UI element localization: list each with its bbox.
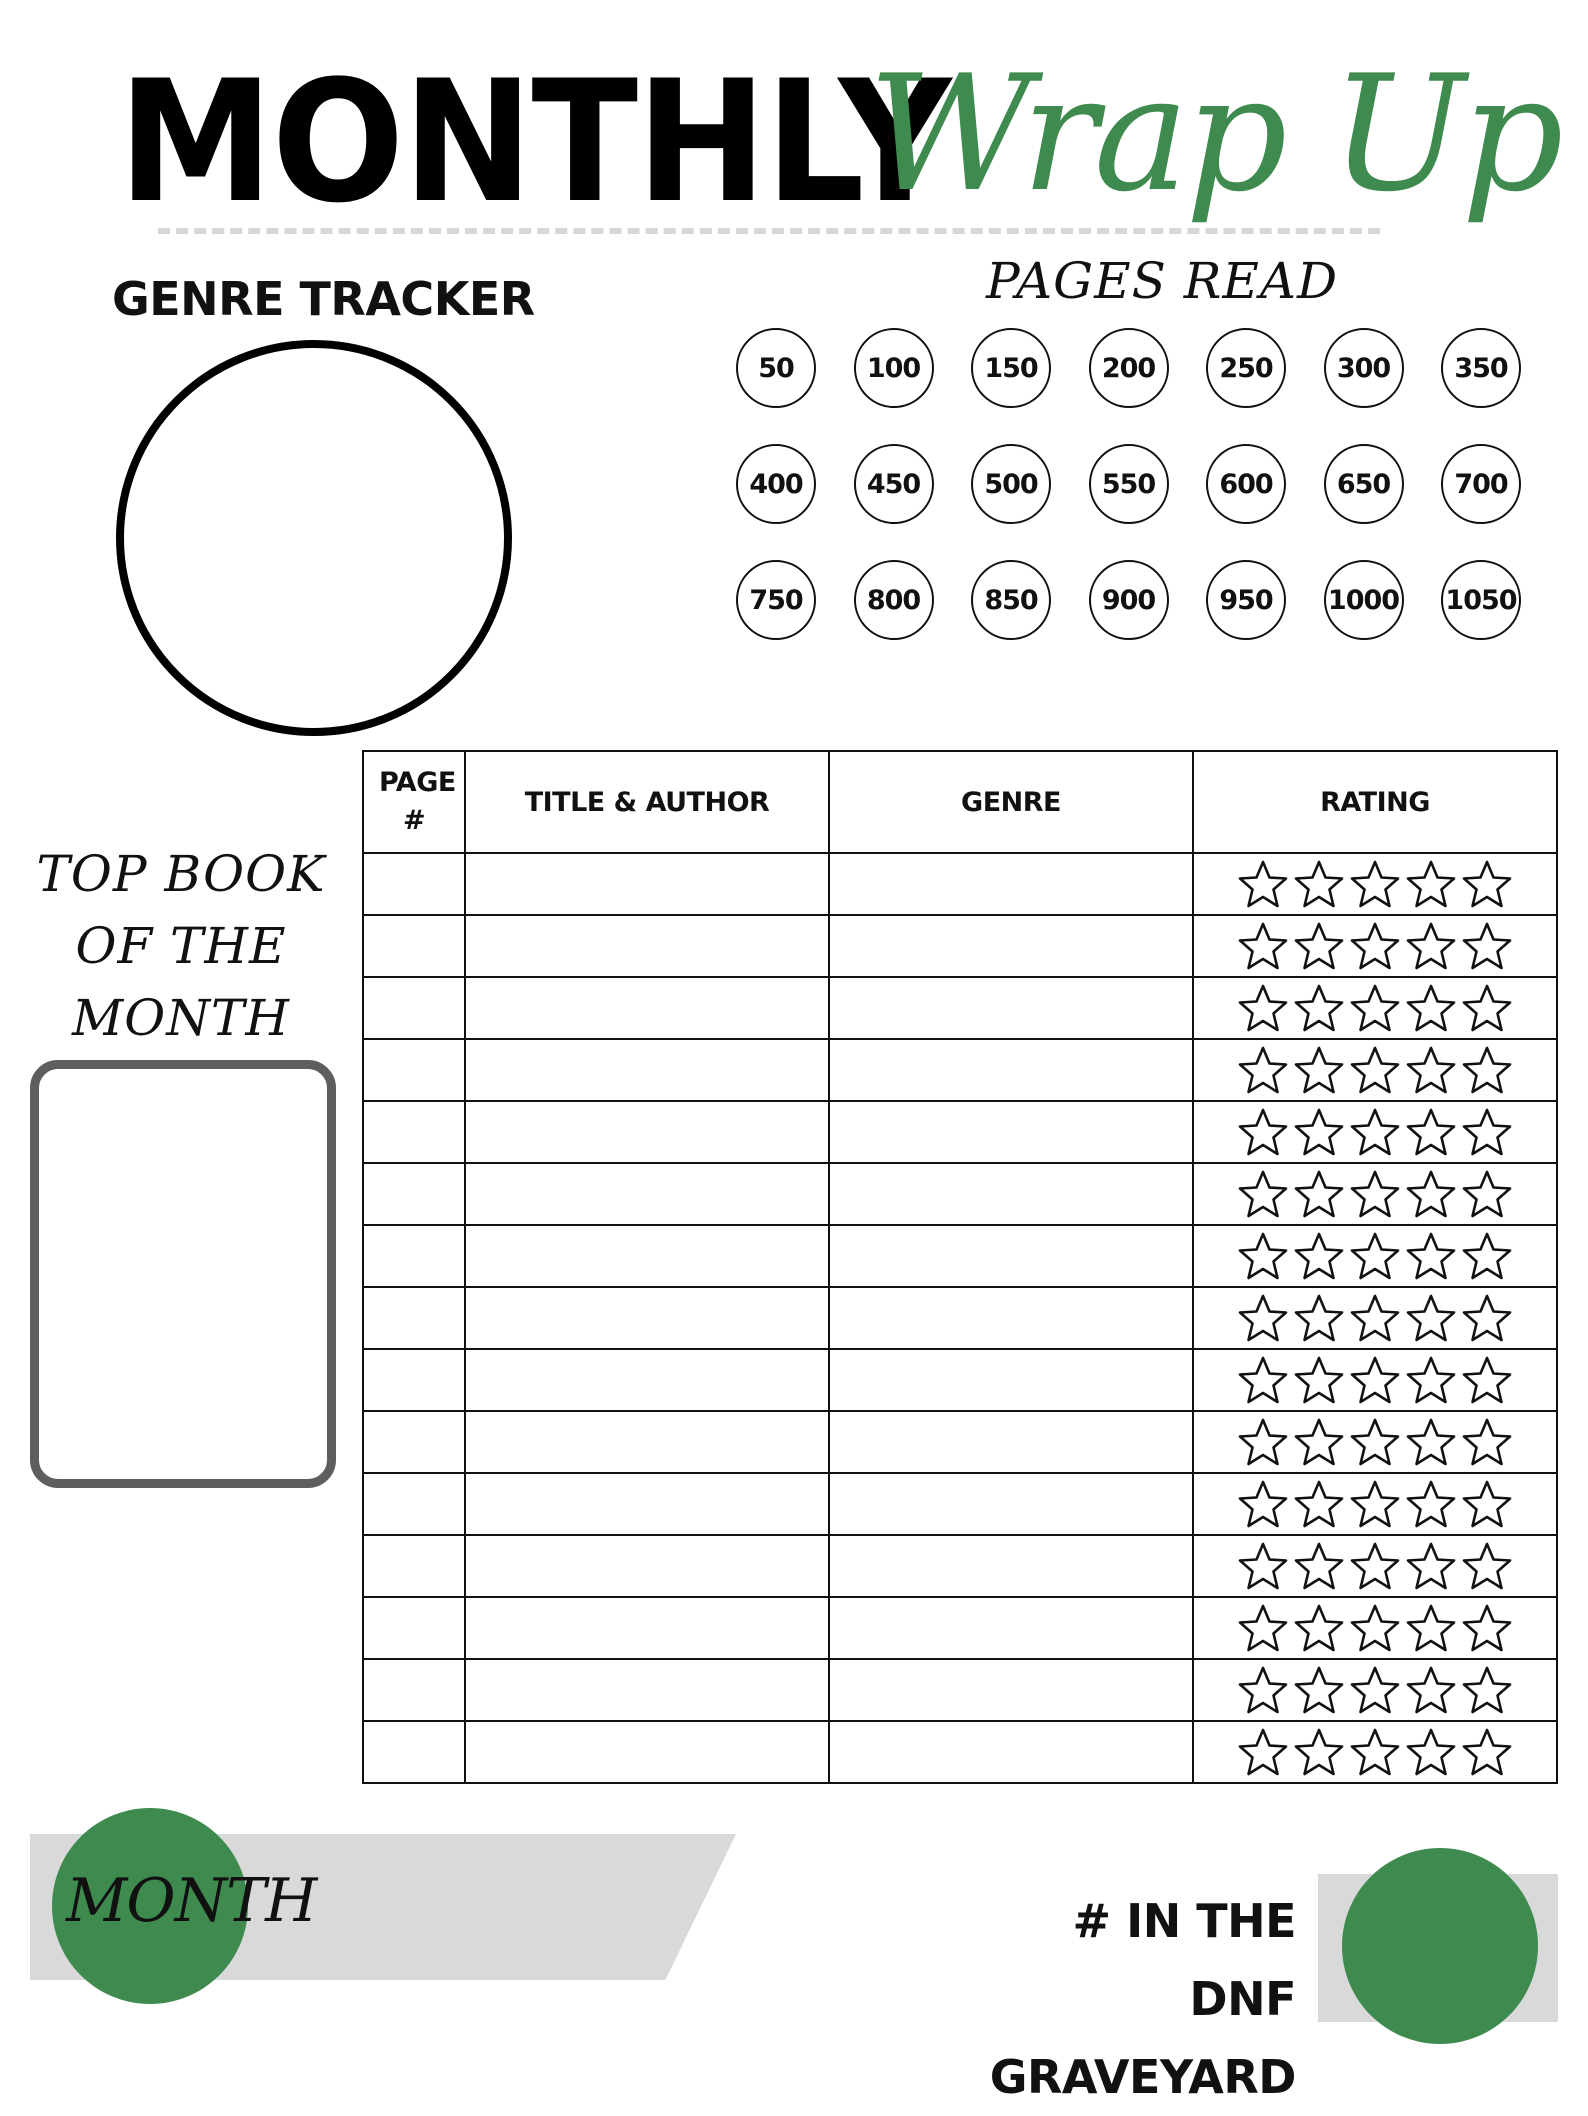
rating-cell: [1193, 1163, 1557, 1225]
star-icon[interactable]: [1405, 1603, 1457, 1653]
star-rating: [1237, 1355, 1513, 1405]
star-icon[interactable]: [1293, 1107, 1345, 1157]
rating-cell: [1193, 1659, 1557, 1721]
title-author-cell[interactable]: [465, 1659, 829, 1721]
genre-cell[interactable]: [829, 1349, 1193, 1411]
star-icon[interactable]: [1293, 1045, 1345, 1095]
genre-cell[interactable]: [829, 915, 1193, 977]
star-icon[interactable]: [1461, 1293, 1513, 1343]
table-row: [363, 1225, 1557, 1287]
star-icon[interactable]: [1293, 1727, 1345, 1777]
star-icon[interactable]: [1349, 1107, 1401, 1157]
rating-cell: [1193, 1225, 1557, 1287]
page-cell[interactable]: [363, 1597, 465, 1659]
star-icon[interactable]: [1349, 921, 1401, 971]
star-icon[interactable]: [1461, 1169, 1513, 1219]
star-icon[interactable]: [1349, 1541, 1401, 1591]
star-rating: [1237, 1293, 1513, 1343]
star-rating: [1237, 1727, 1513, 1777]
title-monthly: MONTHLY: [118, 44, 950, 240]
star-icon[interactable]: [1461, 1045, 1513, 1095]
table-row: [363, 1163, 1557, 1225]
title-author-cell[interactable]: [465, 1535, 829, 1597]
star-icon[interactable]: [1461, 921, 1513, 971]
star-rating: [1237, 1541, 1513, 1591]
star-icon[interactable]: [1405, 1479, 1457, 1529]
pages-milestone-bubble[interactable]: 850: [971, 560, 1051, 640]
title-author-cell[interactable]: [465, 1287, 829, 1349]
star-icon[interactable]: [1349, 1231, 1401, 1281]
table-row: [363, 1411, 1557, 1473]
star-rating: [1237, 859, 1513, 909]
table-row: [363, 1287, 1557, 1349]
page-cell[interactable]: [363, 1473, 465, 1535]
genre-cell[interactable]: [829, 853, 1193, 915]
star-icon[interactable]: [1461, 1727, 1513, 1777]
star-rating: [1237, 1107, 1513, 1157]
pages-milestone-bubble[interactable]: 600: [1206, 444, 1286, 524]
pages-milestone-bubble[interactable]: 450: [854, 444, 934, 524]
title-author-cell[interactable]: [465, 1163, 829, 1225]
star-icon[interactable]: [1237, 1541, 1289, 1591]
star-rating: [1237, 1417, 1513, 1467]
page-cell[interactable]: [363, 1163, 465, 1225]
genre-cell[interactable]: [829, 1721, 1193, 1783]
top-book-heading-line: MONTH: [72, 989, 290, 1047]
column-header-page: [363, 751, 465, 853]
table-row: [363, 1659, 1557, 1721]
dnf-count-circle[interactable]: [1342, 1848, 1538, 2044]
month-label: MONTH: [66, 1866, 317, 1936]
title-divider: [158, 228, 1380, 234]
title-author-cell[interactable]: [465, 915, 829, 977]
genre-tracker-circle[interactable]: [116, 340, 512, 736]
star-icon[interactable]: [1237, 1665, 1289, 1715]
star-icon[interactable]: [1237, 1727, 1289, 1777]
star-icon[interactable]: [1461, 1603, 1513, 1653]
rating-cell: [1193, 1473, 1557, 1535]
table-row: [363, 915, 1557, 977]
page-cell[interactable]: [363, 1287, 465, 1349]
star-icon[interactable]: [1293, 921, 1345, 971]
pages-milestone-bubble[interactable]: 750: [736, 560, 816, 640]
dnf-label-line: # IN THE DNF: [1072, 1894, 1296, 2026]
pages-milestone-bubble[interactable]: 1000: [1324, 560, 1404, 640]
table-body: [363, 853, 1557, 1783]
genre-cell[interactable]: [829, 1535, 1193, 1597]
star-rating: [1237, 1665, 1513, 1715]
table-row: [363, 1349, 1557, 1411]
star-icon[interactable]: [1237, 1231, 1289, 1281]
genre-cell[interactable]: [829, 1473, 1193, 1535]
star-icon[interactable]: [1293, 1293, 1345, 1343]
column-header-page-label: PAGE #: [379, 767, 456, 836]
rating-cell: [1193, 915, 1557, 977]
pages-milestone-bubble[interactable]: 550: [1089, 444, 1169, 524]
page-cell[interactable]: [363, 1535, 465, 1597]
pages-milestone-bubble[interactable]: 950: [1206, 560, 1286, 640]
table-row: [363, 1535, 1557, 1597]
genre-cell[interactable]: [829, 1163, 1193, 1225]
star-icon[interactable]: [1237, 921, 1289, 971]
column-header-genre: GENRE: [829, 751, 1193, 853]
star-icon[interactable]: [1405, 1293, 1457, 1343]
star-icon[interactable]: [1405, 1355, 1457, 1405]
star-icon[interactable]: [1405, 1169, 1457, 1219]
star-icon[interactable]: [1293, 983, 1345, 1033]
genre-cell[interactable]: [829, 1287, 1193, 1349]
pages-milestone-bubble[interactable]: 650: [1324, 444, 1404, 524]
star-icon[interactable]: [1349, 1417, 1401, 1467]
star-icon[interactable]: [1237, 1045, 1289, 1095]
rating-cell: [1193, 1349, 1557, 1411]
star-icon[interactable]: [1405, 1045, 1457, 1095]
star-icon[interactable]: [1237, 1603, 1289, 1653]
pages-milestone-bubble[interactable]: 200: [1089, 328, 1169, 408]
page-cell[interactable]: [363, 1659, 465, 1721]
star-rating: [1237, 1603, 1513, 1653]
star-icon[interactable]: [1349, 983, 1401, 1033]
table-row: [363, 853, 1557, 915]
star-icon[interactable]: [1293, 1541, 1345, 1591]
column-header-rating: RATING: [1193, 751, 1557, 853]
star-icon[interactable]: [1349, 1045, 1401, 1095]
pages-milestone-bubble[interactable]: 250: [1206, 328, 1286, 408]
star-rating: [1237, 1479, 1513, 1529]
pages-milestone-bubble[interactable]: 400: [736, 444, 816, 524]
star-icon[interactable]: [1349, 1727, 1401, 1777]
pages-milestone-bubble[interactable]: 350: [1441, 328, 1521, 408]
title-author-cell[interactable]: [465, 977, 829, 1039]
table-row: [363, 977, 1557, 1039]
dnf-label-line: GRAVEYARD: [989, 2050, 1296, 2104]
rating-cell: [1193, 1039, 1557, 1101]
star-icon[interactable]: [1293, 1603, 1345, 1653]
page-cell[interactable]: [363, 853, 465, 915]
star-icon[interactable]: [1405, 1665, 1457, 1715]
title-wrap-up: Wrap Up: [868, 40, 1560, 227]
page-cell[interactable]: [363, 915, 465, 977]
title-author-cell[interactable]: [465, 1349, 829, 1411]
star-icon[interactable]: [1461, 1231, 1513, 1281]
star-icon[interactable]: [1405, 1727, 1457, 1777]
table-row: [363, 1101, 1557, 1163]
star-icon[interactable]: [1405, 1107, 1457, 1157]
star-icon[interactable]: [1293, 1169, 1345, 1219]
top-book-heading-line: TOP BOOK: [36, 845, 326, 903]
pages-milestone-bubble[interactable]: 100: [854, 328, 934, 408]
star-icon[interactable]: [1237, 983, 1289, 1033]
pages-milestone-bubble[interactable]: 700: [1441, 444, 1521, 524]
page-cell[interactable]: [363, 977, 465, 1039]
star-icon[interactable]: [1405, 1541, 1457, 1591]
genre-cell[interactable]: [829, 1101, 1193, 1163]
star-icon[interactable]: [1461, 1355, 1513, 1405]
column-header-title: TITLE & AUTHOR: [465, 751, 829, 853]
page-cell[interactable]: [363, 1349, 465, 1411]
pages-milestone-bubble[interactable]: 50: [736, 328, 816, 408]
star-icon[interactable]: [1405, 859, 1457, 909]
star-icon[interactable]: [1405, 1417, 1457, 1467]
rating-cell: [1193, 977, 1557, 1039]
pages-milestone-bubble[interactable]: 500: [971, 444, 1051, 524]
page-cell[interactable]: [363, 1411, 465, 1473]
star-icon[interactable]: [1349, 1665, 1401, 1715]
star-rating: [1237, 1045, 1513, 1095]
star-icon[interactable]: [1237, 1479, 1289, 1529]
star-icon[interactable]: [1293, 859, 1345, 909]
title-author-cell[interactable]: [465, 1411, 829, 1473]
pages-read-heading: PAGES READ: [986, 252, 1339, 310]
star-icon[interactable]: [1349, 1169, 1401, 1219]
star-icon[interactable]: [1461, 1107, 1513, 1157]
genre-cell[interactable]: [829, 1659, 1193, 1721]
title-author-cell[interactable]: [465, 1225, 829, 1287]
genre-cell[interactable]: [829, 1039, 1193, 1101]
genre-cell[interactable]: [829, 1225, 1193, 1287]
star-icon[interactable]: [1461, 983, 1513, 1033]
star-icon[interactable]: [1461, 1479, 1513, 1529]
top-book-cover-frame[interactable]: [30, 1060, 336, 1488]
star-icon[interactable]: [1461, 1417, 1513, 1467]
star-icon[interactable]: [1237, 1293, 1289, 1343]
star-rating: [1237, 983, 1513, 1033]
star-icon[interactable]: [1405, 1231, 1457, 1281]
title-author-cell[interactable]: [465, 1721, 829, 1783]
dnf-graveyard-label: [960, 1882, 1296, 2116]
star-icon[interactable]: [1237, 1417, 1289, 1467]
star-icon[interactable]: [1405, 921, 1457, 971]
genre-cell[interactable]: [829, 1597, 1193, 1659]
star-icon[interactable]: [1293, 1417, 1345, 1467]
genre-tracker-heading: GENRE TRACKER: [112, 272, 535, 326]
star-icon[interactable]: [1349, 1293, 1401, 1343]
rating-cell: [1193, 1411, 1557, 1473]
top-book-heading: [36, 838, 326, 1054]
star-rating: [1237, 921, 1513, 971]
star-icon[interactable]: [1461, 859, 1513, 909]
reading-log-table: [362, 750, 1558, 1784]
page-cell[interactable]: [363, 1225, 465, 1287]
star-icon[interactable]: [1237, 1355, 1289, 1405]
rating-cell: [1193, 1287, 1557, 1349]
table-row: [363, 1721, 1557, 1783]
star-icon[interactable]: [1349, 1479, 1401, 1529]
page-cell[interactable]: [363, 1721, 465, 1783]
table-header-row: [363, 751, 1557, 853]
rating-cell: [1193, 1721, 1557, 1783]
star-rating: [1237, 1231, 1513, 1281]
star-icon[interactable]: [1237, 1107, 1289, 1157]
star-icon[interactable]: [1293, 1665, 1345, 1715]
star-icon[interactable]: [1293, 1479, 1345, 1529]
pages-milestone-bubble[interactable]: 1050: [1441, 560, 1521, 640]
pages-milestone-bubble[interactable]: 800: [854, 560, 934, 640]
genre-cell[interactable]: [829, 977, 1193, 1039]
page-cell[interactable]: [363, 1101, 465, 1163]
star-rating: [1237, 1169, 1513, 1219]
star-icon[interactable]: [1461, 1665, 1513, 1715]
star-icon[interactable]: [1237, 1169, 1289, 1219]
star-icon[interactable]: [1405, 983, 1457, 1033]
star-icon[interactable]: [1349, 1355, 1401, 1405]
title-author-cell[interactable]: [465, 1101, 829, 1163]
star-icon[interactable]: [1293, 1355, 1345, 1405]
page-cell[interactable]: [363, 1039, 465, 1101]
title-author-cell[interactable]: [465, 1473, 829, 1535]
rating-cell: [1193, 1535, 1557, 1597]
title-author-cell[interactable]: [465, 1039, 829, 1101]
table-row: [363, 1597, 1557, 1659]
pages-milestone-bubble[interactable]: 150: [971, 328, 1051, 408]
star-icon[interactable]: [1461, 1541, 1513, 1591]
star-icon[interactable]: [1349, 859, 1401, 909]
pages-milestone-bubble[interactable]: 300: [1324, 328, 1404, 408]
rating-cell: [1193, 853, 1557, 915]
title-author-cell[interactable]: [465, 1597, 829, 1659]
star-icon[interactable]: [1293, 1231, 1345, 1281]
table-row: [363, 1473, 1557, 1535]
pages-milestone-bubble[interactable]: 900: [1089, 560, 1169, 640]
title-author-cell[interactable]: [465, 853, 829, 915]
star-icon[interactable]: [1349, 1603, 1401, 1653]
star-icon[interactable]: [1237, 859, 1289, 909]
top-book-heading-line: OF THE: [75, 917, 287, 975]
rating-cell: [1193, 1101, 1557, 1163]
genre-cell[interactable]: [829, 1411, 1193, 1473]
rating-cell: [1193, 1597, 1557, 1659]
table-row: [363, 1039, 1557, 1101]
